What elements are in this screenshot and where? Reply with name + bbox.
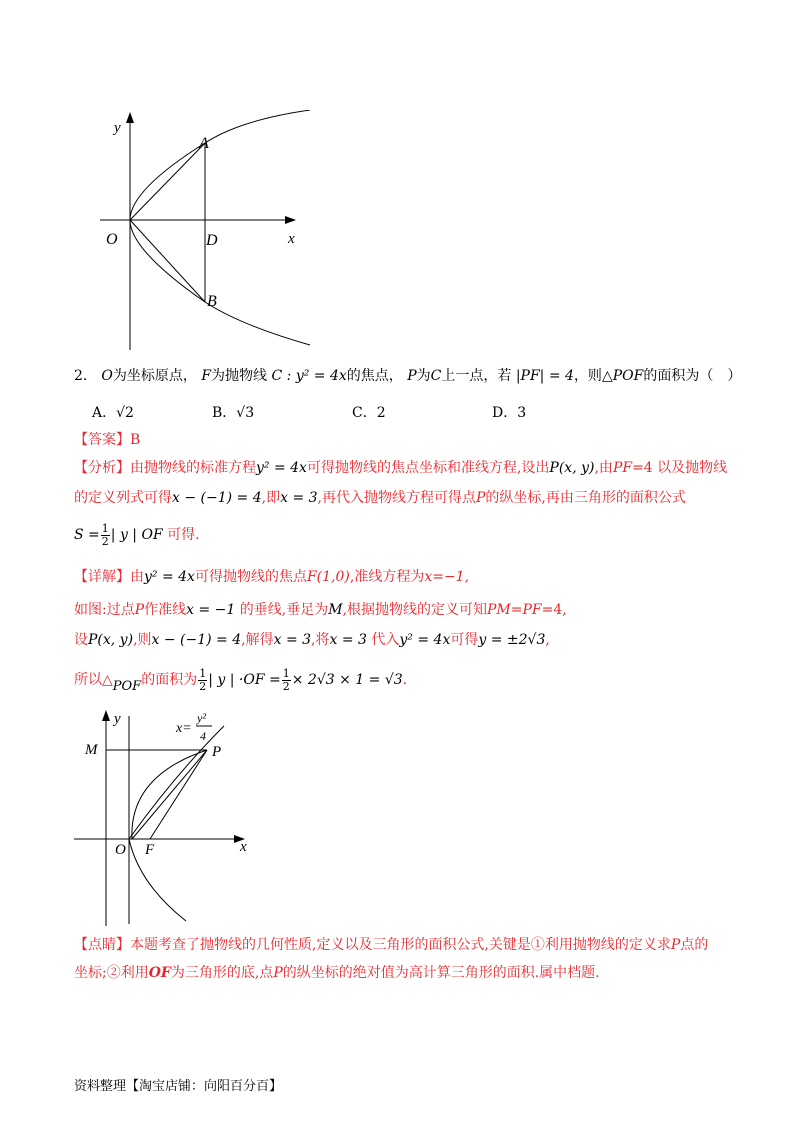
- label-y: y: [114, 120, 121, 136]
- option-d: D．3: [492, 405, 527, 421]
- detail-line-4: 所以△POF的面积为 $\frac{1}{2}$ | y | ·OF = $\frac{1}{2}$ × 2√3 × 1 = √3.: [74, 666, 408, 694]
- detail-line-3: 设P(x, y),则x − (−1) = 4,解得x = 3,将x = 3 代入y² = 4x可得y = ±2√3,: [74, 632, 550, 648]
- analysis-line-3: S = $\frac{1}{2}$ | y | OF 可得.: [74, 521, 200, 548]
- question-number: 2．: [74, 368, 97, 384]
- label-x: x: [288, 231, 295, 247]
- parabola-curve: [129, 726, 224, 921]
- parabola-curve: [130, 110, 310, 345]
- answer-line: 【答案】B: [74, 432, 141, 448]
- analysis-line-1: 【分析】由抛物线的标准方程y² = 4x可得抛物线的焦点坐标和准线方程,设出P(x, y),由PF=4 以及抛物线: [74, 460, 728, 476]
- x-axis-arrow: [285, 216, 296, 224]
- option-a: A．√2: [92, 405, 134, 421]
- label-b: B: [207, 293, 217, 310]
- label-m: M: [85, 742, 98, 758]
- segment-oa: [130, 143, 205, 220]
- label-o: O: [115, 842, 126, 858]
- label-d: D: [206, 232, 218, 249]
- comment-line-1: 【点睛】本题考查了抛物线的几何性质,定义以及三角形的面积公式,关键是①利用抛物线的定义求P点的: [74, 937, 709, 953]
- segment-op: [132, 750, 207, 839]
- comment-line-2: 坐标;②利用OF为三角形的底,点P的纵坐标的绝对值为高计算三角形的面积.属中档题.: [74, 965, 600, 981]
- y-axis-arrow: [102, 710, 110, 721]
- label-eq-num: y²: [197, 711, 206, 725]
- label-eq-den: 4: [200, 729, 206, 743]
- segment-fp: [150, 750, 207, 839]
- question-line: 2． O为坐标原点， F为抛物线 C : y² = 4x的焦点， P为C上一点，若 |PF| = 4，则△POF的面积为（ ）: [74, 368, 742, 384]
- y-axis-arrow: [126, 112, 134, 123]
- option-c: C．2: [352, 405, 386, 421]
- label-a: A: [199, 135, 209, 152]
- detail-line-1: 【详解】由y² = 4x可得抛物线的焦点F(1,0),准线方程为x=−1,: [74, 569, 470, 585]
- label-x: x: [240, 839, 247, 855]
- analysis-line-2: 的定义列式可得x − (−1) = 4,即x = 3,再代入抛物线方程可得点P的纵坐标,再由三角形的面积公式: [74, 490, 686, 506]
- figure-parabola-aob: [100, 110, 310, 350]
- label-eq-x: x=: [176, 721, 192, 736]
- figure-parabola-pof: [74, 706, 274, 928]
- label-f: F: [145, 842, 155, 858]
- label-o: O: [106, 231, 118, 248]
- footer-text: 资料整理【淘宝店铺：向阳百分百】: [74, 1079, 283, 1094]
- label-y: y: [114, 711, 121, 727]
- segment-ob: [130, 220, 205, 302]
- option-b: B．√3: [212, 405, 255, 421]
- detail-line-2: 如图:过点P作准线x = −1 的垂线,垂足为M,根据抛物线的定义可知PM=PF=4,: [74, 602, 567, 618]
- label-p: P: [212, 744, 222, 760]
